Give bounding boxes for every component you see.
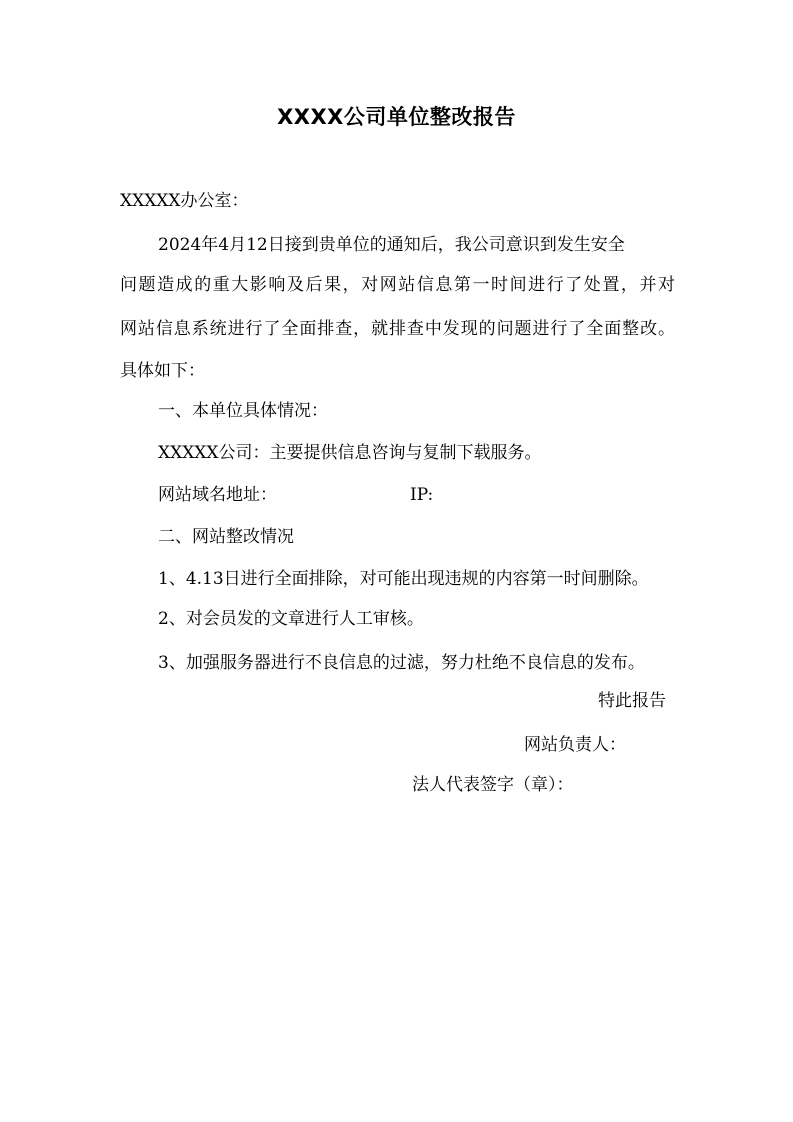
responsible-person-label: 网站负责人： [524, 735, 626, 755]
list-item: 2、对会员发的文章进行人工审核。 [158, 609, 424, 629]
addressee: XXXXX办公室： [120, 191, 249, 211]
intro-line-3: 网站信息系统进行了全面排查，就排查中发现的问题进行了全面整改。 [120, 319, 675, 339]
intro-line-4: 具体如下： [120, 361, 205, 381]
company-description: XXXXX公司：主要提供信息咨询与复制下载服务。 [158, 443, 542, 463]
list-item: 1、4.13日进行全面排除，对可能出现违规的内容第一时间删除。 [158, 569, 649, 589]
domain-label: 网站域名地址： [158, 485, 277, 505]
intro-line-2: 问题造成的重大影响及后果，对网站信息第一时间进行了处置，并对 [120, 275, 675, 295]
ip-label: IP: [410, 485, 434, 505]
closing-text: 特此报告 [598, 691, 666, 711]
section1-heading: 一、本单位具体情况： [158, 401, 328, 421]
intro-line-1: 2024年4月12日接到贵单位的通知后，我公司意识到发生安全 [158, 235, 625, 255]
signature-label: 法人代表签字（章）： [412, 775, 574, 795]
document-title: XXXX公司单位整改报告 [277, 105, 516, 129]
list-item: 3、加强服务器进行不良信息的过滤，努力杜绝不良信息的发布。 [158, 653, 645, 673]
section2-heading: 二、网站整改情况 [158, 527, 294, 547]
